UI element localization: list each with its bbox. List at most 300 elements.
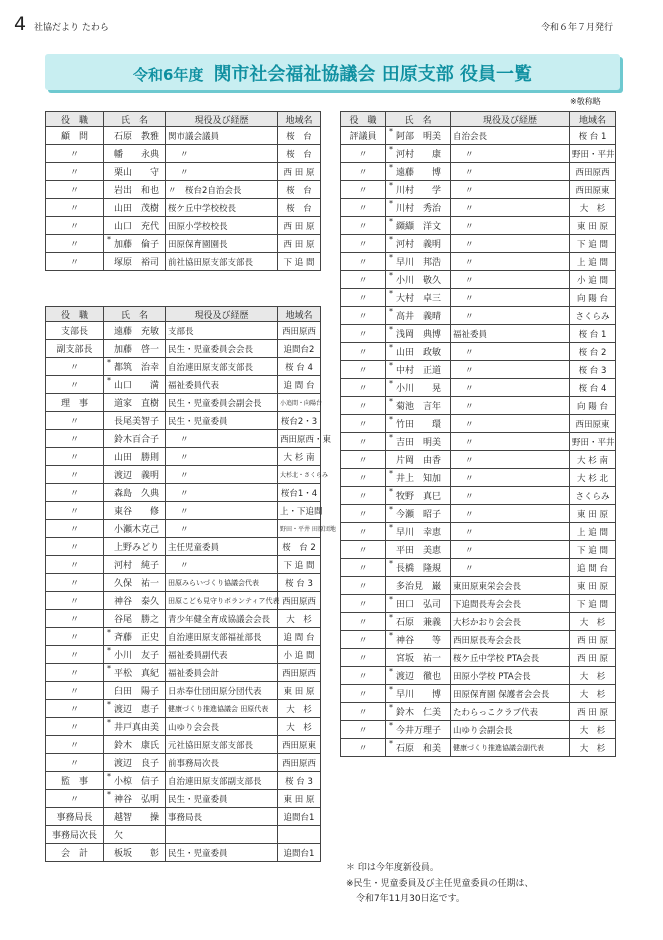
name-cell <box>104 412 166 430</box>
position-cell: 〃 <box>451 541 570 559</box>
table-row <box>46 163 321 181</box>
name-cell <box>104 772 166 790</box>
position-cell: 民生・児童委員会会長 <box>166 340 278 358</box>
role-cell: 〃 <box>46 484 104 502</box>
person-name: 牧野 真巳 <box>396 492 442 502</box>
position-cell: 自治会長 <box>451 127 570 145</box>
area-cell: 桜 台 4 <box>570 379 616 397</box>
position-cell: 〃 <box>451 181 570 199</box>
new-officer-mark: * <box>389 505 393 514</box>
position-cell: 〃 <box>451 469 570 487</box>
honorific-note: ※敬称略 <box>570 97 601 106</box>
position-cell: 民生・児童委員会副会長 <box>166 394 278 412</box>
role-cell: 〃 <box>46 253 104 271</box>
area-cell: 桜 台 <box>278 199 321 217</box>
new-officer-mark: * <box>389 685 393 694</box>
position-cell: 支部長 <box>166 322 278 340</box>
area-cell: 西 田 原 <box>570 649 616 667</box>
role-cell: 〃 <box>341 271 386 289</box>
name-cell <box>104 574 166 592</box>
name-cell <box>104 181 166 199</box>
table-row <box>46 700 321 718</box>
table-row <box>341 415 616 433</box>
position-cell: 〃 <box>166 484 278 502</box>
person-name: 加藤 啓一 <box>114 345 160 355</box>
role-cell: 〃 <box>341 343 386 361</box>
person-name: 石原 教雅 <box>114 132 160 142</box>
person-name: 阿部 明美 <box>396 132 442 142</box>
role-cell: 〃 <box>341 415 386 433</box>
position-cell: 青少年健全育成協議会会長 <box>166 610 278 628</box>
role-cell: 〃 <box>46 217 104 235</box>
role-cell: 〃 <box>341 253 386 271</box>
area-cell: 西田原西 <box>278 754 321 772</box>
area-cell: 大 杉 <box>570 685 616 703</box>
table-row <box>341 667 616 685</box>
person-name: 河村 純子 <box>114 561 160 571</box>
area-cell: 下 追 間 <box>278 556 321 574</box>
new-officer-mark: * <box>389 289 393 298</box>
new-officer-mark: * <box>107 628 111 637</box>
name-cell <box>386 217 451 235</box>
name-cell <box>104 754 166 772</box>
table-row <box>46 322 321 340</box>
name-cell <box>386 631 451 649</box>
person-name: 都筑 治幸 <box>114 363 160 373</box>
position-cell: 健康づくり推進協議会 田原代表 <box>166 700 278 718</box>
col-name: 氏 名 <box>104 112 166 127</box>
area-cell: 西 田 原 <box>570 703 616 721</box>
name-cell <box>104 844 166 862</box>
position-cell: 〃 <box>451 379 570 397</box>
name-cell <box>386 523 451 541</box>
new-officer-mark: * <box>389 145 393 154</box>
area-cell: 西田原西 <box>278 322 321 340</box>
name-cell <box>104 736 166 754</box>
name-cell <box>104 217 166 235</box>
name-cell <box>104 718 166 736</box>
new-officer-mark: * <box>389 127 393 136</box>
position-cell: 桜ケ丘中学校 PTA会長 <box>451 649 570 667</box>
role-cell: 〃 <box>46 163 104 181</box>
role-cell: 〃 <box>46 199 104 217</box>
area-cell: 東 田 原 <box>278 790 321 808</box>
role-cell: 〃 <box>341 325 386 343</box>
name-cell <box>386 397 451 415</box>
col-role: 役 職 <box>46 112 104 127</box>
name-cell <box>386 703 451 721</box>
footnote-term: ※民生・児童委員及び主任児童委員の任期は、 <box>346 879 534 889</box>
position-cell: 〃 <box>166 163 278 181</box>
footnote-new-officers: ＊ 印は今年度新役員。 <box>346 863 439 873</box>
role-cell: 〃 <box>46 664 104 682</box>
new-officer-mark: * <box>389 739 393 748</box>
table-row <box>341 289 616 307</box>
person-name: 小椋 信子 <box>114 777 160 787</box>
position-cell: 〃 <box>166 520 278 538</box>
area-cell: 東 田 原 <box>278 682 321 700</box>
name-cell <box>104 394 166 412</box>
col-position: 現役及び経歴 <box>166 307 278 322</box>
name-cell <box>104 322 166 340</box>
area-cell: さくらみ <box>570 307 616 325</box>
area-cell: 桜 台 2 <box>278 538 321 556</box>
area-cell: 大 杉 <box>570 667 616 685</box>
table-row <box>46 394 321 412</box>
name-cell <box>386 613 451 631</box>
area-cell: 西田原東 <box>278 736 321 754</box>
new-officer-mark: * <box>389 559 393 568</box>
name-cell <box>386 433 451 451</box>
col-role: 役 職 <box>46 307 104 322</box>
role-cell: 〃 <box>341 469 386 487</box>
area-cell: 下 追 間 <box>278 253 321 271</box>
footnote-term-date: 令和7年11月30日迄です。 <box>356 894 465 904</box>
name-cell <box>104 502 166 520</box>
position-cell: 山ゆり会副会長 <box>451 721 570 739</box>
table-row <box>46 253 321 271</box>
position-cell: 〃 <box>166 466 278 484</box>
position-cell <box>166 826 278 844</box>
position-cell: 〃 桜台2自治会長 <box>166 181 278 199</box>
table-row <box>341 505 616 523</box>
person-name: 小瀬木克己 <box>114 525 160 535</box>
table-row <box>46 628 321 646</box>
role-cell: 〃 <box>46 718 104 736</box>
person-name: 宮坂 祐一 <box>396 654 442 664</box>
area-cell: 大 杉 南 <box>570 451 616 469</box>
area-cell: 上・下追間 <box>278 502 321 520</box>
table-row <box>341 523 616 541</box>
page-number: 4 <box>14 13 27 35</box>
area-cell: 西 田 原 <box>570 631 616 649</box>
role-cell: 〃 <box>46 412 104 430</box>
area-cell: 追 間 台 <box>278 376 321 394</box>
new-officer-mark: * <box>389 361 393 370</box>
role-cell: 〃 <box>341 289 386 307</box>
table-row <box>46 376 321 394</box>
area-cell: 桜 台 <box>278 145 321 163</box>
person-name: 今瀬 昭子 <box>396 510 442 520</box>
role-cell: 支部長 <box>46 322 104 340</box>
person-name: 渡辺 恵子 <box>114 705 160 715</box>
table-row <box>341 235 616 253</box>
new-officer-mark: * <box>389 163 393 172</box>
area-cell: 東 田 原 <box>570 505 616 523</box>
position-cell: 田原みらいづくり協議会代表 <box>166 574 278 592</box>
area-cell: 下 追 間 <box>570 595 616 613</box>
person-name: 高井 義晴 <box>396 312 442 322</box>
table-row <box>46 646 321 664</box>
new-officer-mark: * <box>389 433 393 442</box>
area-cell: 桜 台 <box>278 127 321 145</box>
position-cell: 〃 <box>451 235 570 253</box>
name-cell <box>386 739 451 757</box>
position-cell: 自治連田原支部副支部長 <box>166 772 278 790</box>
new-officer-mark: * <box>389 181 393 190</box>
position-cell: たわらっこクラブ代表 <box>451 703 570 721</box>
role-cell: 〃 <box>46 736 104 754</box>
position-cell: 〃 <box>451 307 570 325</box>
table-row <box>341 685 616 703</box>
role-cell: 〃 <box>341 667 386 685</box>
person-name: 今井万理子 <box>396 726 442 736</box>
area-cell: 大 杉 <box>278 718 321 736</box>
role-cell: 〃 <box>341 487 386 505</box>
person-name: 塚原 裕司 <box>114 258 160 268</box>
person-name: 東谷 修 <box>114 507 160 517</box>
area-cell: 桜 台 1 <box>570 127 616 145</box>
person-name: 山田 勝則 <box>114 453 160 463</box>
table-row <box>341 181 616 199</box>
position-cell: 健康づくり推進協議会副代表 <box>451 739 570 757</box>
name-cell <box>104 628 166 646</box>
new-officer-mark: * <box>107 718 111 727</box>
table-row <box>341 649 616 667</box>
area-cell: 大 杉 <box>570 739 616 757</box>
person-name: 片岡 由香 <box>396 456 442 466</box>
table-row <box>341 325 616 343</box>
name-cell <box>104 145 166 163</box>
table-row <box>341 451 616 469</box>
role-cell: 〃 <box>341 181 386 199</box>
name-cell <box>386 595 451 613</box>
person-name: 竹田 環 <box>396 420 442 430</box>
role-cell: 〃 <box>46 145 104 163</box>
person-name: 小川 晃 <box>396 384 442 394</box>
table-row <box>341 631 616 649</box>
name-cell <box>386 271 451 289</box>
name-cell <box>386 559 451 577</box>
name-cell <box>386 541 451 559</box>
table-row <box>341 271 616 289</box>
position-cell: 〃 <box>451 271 570 289</box>
table-row <box>341 595 616 613</box>
person-name: 臼田 陽子 <box>114 687 160 697</box>
person-name: 栗山 守 <box>114 168 160 178</box>
position-cell: 福祉委員会計 <box>166 664 278 682</box>
role-cell: 顧 問 <box>46 127 104 145</box>
name-cell <box>104 592 166 610</box>
person-name: 遠藤 博 <box>396 168 442 178</box>
col-name: 氏 名 <box>104 307 166 322</box>
position-cell: 前事務局次長 <box>166 754 278 772</box>
area-cell: 西 田 原 <box>278 217 321 235</box>
name-cell <box>104 484 166 502</box>
area-cell: 桜 台 2 <box>570 343 616 361</box>
area-cell: 下 追 間 <box>570 235 616 253</box>
role-cell: 〃 <box>341 235 386 253</box>
role-cell: 〃 <box>341 217 386 235</box>
new-officer-mark: * <box>389 271 393 280</box>
newsletter-name: 社協だより たわら <box>34 23 109 33</box>
area-cell: 大 杉 <box>278 700 321 718</box>
person-name: 平松 真紀 <box>114 669 160 679</box>
role-cell: 〃 <box>46 235 104 253</box>
role-cell: 〃 <box>46 610 104 628</box>
name-cell <box>104 340 166 358</box>
person-name: 加藤 倫子 <box>114 240 160 250</box>
area-cell: 桜 台 3 <box>570 361 616 379</box>
position-cell: 東田原東栄会会長 <box>451 577 570 595</box>
table-row <box>341 199 616 217</box>
name-cell <box>104 520 166 538</box>
table-row <box>46 664 321 682</box>
role-cell: 〃 <box>341 595 386 613</box>
name-cell <box>104 682 166 700</box>
person-name: 井戸真由美 <box>114 723 160 733</box>
area-cell: 大杉北・さくらみ <box>278 466 321 484</box>
position-cell: 民生・児童委員 <box>166 790 278 808</box>
person-name: 斉藤 正史 <box>114 633 160 643</box>
position-cell: 〃 <box>451 289 570 307</box>
name-cell <box>386 163 451 181</box>
area-cell: 上 追 間 <box>570 523 616 541</box>
role-cell: 〃 <box>341 685 386 703</box>
col-area: 地域名 <box>278 307 321 322</box>
table-row <box>46 430 321 448</box>
person-name: 平田 美恵 <box>396 546 442 556</box>
area-cell: 上 追 間 <box>570 253 616 271</box>
position-cell: 〃 <box>451 145 570 163</box>
person-name: 山田 茂樹 <box>114 204 160 214</box>
position-cell: 福祉委員代表 <box>166 376 278 394</box>
name-cell <box>386 667 451 685</box>
table-row <box>46 358 321 376</box>
position-cell: 田原小学校校長 <box>166 217 278 235</box>
name-cell <box>386 505 451 523</box>
new-officer-mark: * <box>389 253 393 262</box>
position-cell: 〃 <box>451 199 570 217</box>
area-cell: 西田原西 <box>278 664 321 682</box>
position-cell: 〃 <box>166 502 278 520</box>
new-officer-mark: * <box>389 325 393 334</box>
name-cell <box>386 469 451 487</box>
area-cell: 小追間・向陽台 <box>278 394 321 412</box>
table-row <box>341 559 616 577</box>
name-cell <box>386 451 451 469</box>
role-cell: 〃 <box>341 361 386 379</box>
role-cell: 〃 <box>46 181 104 199</box>
name-cell <box>386 199 451 217</box>
person-name: 早川 幸恵 <box>396 528 442 538</box>
position-cell: 田原保育園 保護者会会長 <box>451 685 570 703</box>
position-cell: 事務局長 <box>166 808 278 826</box>
name-cell <box>386 145 451 163</box>
new-officer-mark: * <box>107 700 111 709</box>
position-cell: 〃 <box>166 430 278 448</box>
new-officer-mark: * <box>389 343 393 352</box>
table-row <box>46 412 321 430</box>
person-name: 中村 正道 <box>396 366 442 376</box>
person-name: 鈴木 康氏 <box>114 741 160 751</box>
area-cell: 大 杉 北 <box>570 469 616 487</box>
new-officer-mark: * <box>389 307 393 316</box>
area-cell: 西田原東 <box>570 181 616 199</box>
position-cell: 関市議会議員 <box>166 127 278 145</box>
councilors-table <box>340 111 616 757</box>
position-cell: 福祉委員副代表 <box>166 646 278 664</box>
position-cell: 〃 <box>451 451 570 469</box>
table-row <box>46 736 321 754</box>
role-cell: 〃 <box>46 628 104 646</box>
position-cell: 〃 <box>166 145 278 163</box>
role-cell: 〃 <box>46 574 104 592</box>
position-cell: 福祉委員 <box>451 325 570 343</box>
person-name: 河村 義明 <box>396 240 442 250</box>
new-officer-mark: * <box>107 358 111 367</box>
area-cell: 桜 台 3 <box>278 574 321 592</box>
new-officer-mark: * <box>389 523 393 532</box>
role-cell: 〃 <box>46 520 104 538</box>
area-cell: 追間台1 <box>278 844 321 862</box>
position-cell: 田原小学校 PTA会長 <box>451 667 570 685</box>
position-cell: 日赤奉仕団田原分団代表 <box>166 682 278 700</box>
area-cell: 追間台1 <box>278 808 321 826</box>
new-officer-mark: * <box>107 790 111 799</box>
role-cell: 〃 <box>341 523 386 541</box>
name-cell <box>104 448 166 466</box>
table-row <box>46 181 321 199</box>
position-cell: 〃 <box>451 253 570 271</box>
name-cell <box>386 253 451 271</box>
area-cell: 西 田 原 <box>278 163 321 181</box>
role-cell: 〃 <box>341 631 386 649</box>
col-area: 地域名 <box>278 112 321 127</box>
person-name: 道家 直樹 <box>114 399 160 409</box>
name-cell <box>104 610 166 628</box>
table-row <box>341 433 616 451</box>
name-cell <box>104 235 166 253</box>
col-position: 現役及び経歴 <box>451 112 570 127</box>
person-name: 神谷 弘明 <box>114 795 160 805</box>
name-cell <box>386 235 451 253</box>
area-cell: 桜 台 4 <box>278 358 321 376</box>
position-cell: 〃 <box>166 448 278 466</box>
area-cell: さくらみ <box>570 487 616 505</box>
area-cell: 西 田 原 <box>278 235 321 253</box>
role-cell: 〃 <box>46 682 104 700</box>
person-name: 浅岡 典博 <box>396 330 442 340</box>
person-name: 山口 充代 <box>114 222 160 232</box>
role-cell: 〃 <box>341 433 386 451</box>
person-name: 石原 和美 <box>396 744 442 754</box>
person-name: 山口 満 <box>114 381 160 391</box>
name-cell <box>104 358 166 376</box>
role-cell: 〃 <box>341 451 386 469</box>
table-row <box>46 556 321 574</box>
person-name: 遠藤 充敏 <box>114 327 160 337</box>
role-cell: 〃 <box>341 307 386 325</box>
person-name: 菊池 言年 <box>396 402 442 412</box>
role-cell: 〃 <box>341 613 386 631</box>
role-cell: 〃 <box>46 556 104 574</box>
new-officer-mark: * <box>107 235 111 244</box>
table-row <box>341 307 616 325</box>
new-officer-mark: * <box>389 721 393 730</box>
new-officer-mark: * <box>389 595 393 604</box>
person-name: 上野みどり <box>114 543 160 553</box>
position-cell: 民生・児童委員 <box>166 844 278 862</box>
area-cell: 桜台2・3 <box>278 412 321 430</box>
person-name: 欠 <box>114 831 124 841</box>
table-row <box>341 613 616 631</box>
area-cell: 野田・平井 <box>570 433 616 451</box>
person-name: 井上 知加 <box>396 474 442 484</box>
officers-table <box>45 306 336 862</box>
person-name: 岩出 和也 <box>114 186 160 196</box>
new-officer-mark: * <box>389 487 393 496</box>
